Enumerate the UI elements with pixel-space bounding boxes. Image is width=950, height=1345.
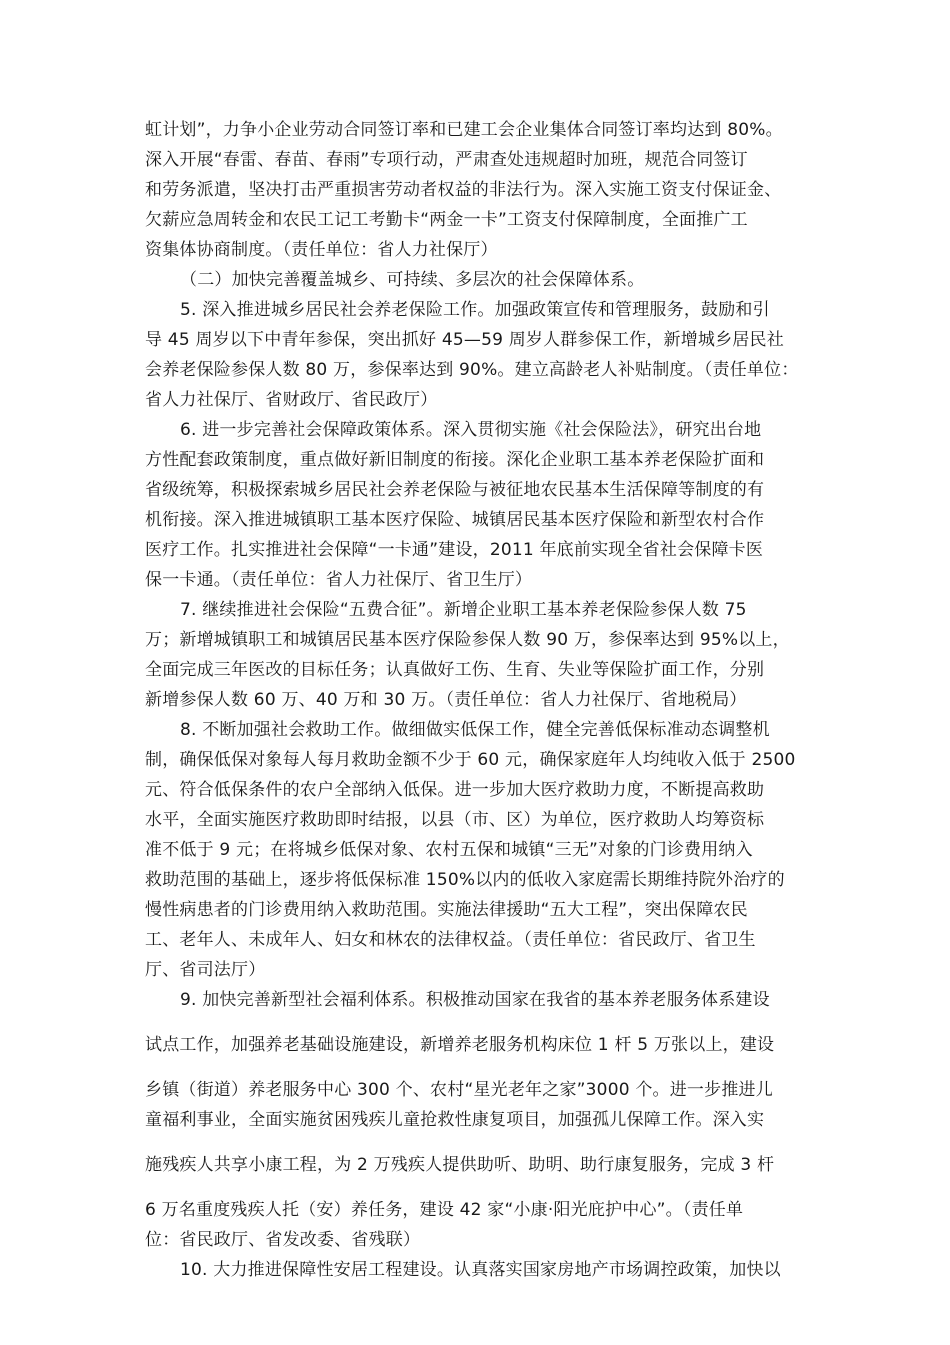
text-line: 省人力社保厅、省财政厅、省民政厅） xyxy=(145,390,438,410)
paragraph-start: 7. 继续推进社会保险“五费合征”。新增企业职工基本养老保险参保人数 75 xyxy=(180,600,747,620)
paragraph-start: 6. 进一步完善社会保障政策体系。深入贯彻实施《社会保险法》，研究出台地 xyxy=(180,420,762,440)
text-line: 试点工作，加强养老基础设施建设，新增养老服务机构床位 1 杆 5 万张以上，建设 xyxy=(145,1035,775,1055)
paragraph-start: 9. 加快完善新型社会福利体系。积极推动国家在我省的基本养老服务体系建设 xyxy=(180,990,770,1010)
text-line: 资集体协商制度。（责任单位：省人力社保厅） xyxy=(145,240,498,260)
text-line: 救助范围的基础上，逐步将低保标准 150%以内的低收入家庭需长期维持院外治疗的 xyxy=(145,870,785,890)
text-line: 慢性病患者的门诊费用纳入救助范围。实施法律援助“五大工程”，突出保障农民 xyxy=(145,900,748,920)
text-line: 准不低于 9 元；在将城乡低保对象、农村五保和城镇“三无”对象的门诊费用纳入 xyxy=(145,840,753,860)
text-line: 虹计划”，力争小企业劳动合同签订率和已建工会企业集体合同签订率均达到 80%。 xyxy=(145,120,783,140)
text-line: 导 45 周岁以下中青年参保，突出抓好 45—59 周岁人群参保工作，新增城乡居民社 xyxy=(145,330,784,350)
text-line: 童福利事业，全面实施贫困残疾儿童抢救性康复项目，加强孤儿保障工作。深入实 xyxy=(145,1110,765,1130)
text-line: 医疗工作。扎实推进社会保障“一卡通”建设，2011 年底前实现全省社会保障卡医 xyxy=(145,540,764,560)
text-line: 会养老保险参保人数 80 万，参保率达到 90%。建立高龄老人补贴制度。（责任单位： xyxy=(145,360,799,380)
text-line: 厅、省司法厅） xyxy=(145,960,266,980)
text-line: 新增参保人数 60 万、40 万和 30 万。（责任单位：省人力社保厅、省地税局） xyxy=(145,690,747,710)
text-line: 和劳务派遣，坚决打击严重损害劳动者权益的非法行为。深入实施工资支付保证金、 xyxy=(145,180,782,200)
paragraph-start: 10. 大力推进保障性安居工程建设。认真落实国家房地产市场调控政策，加快以 xyxy=(180,1260,781,1280)
text-line: 万；新增城镇职工和城镇居民基本医疗保险参保人数 90 万，参保率达到 95%以上， xyxy=(145,630,790,650)
text-line: 制，确保低保对象每人每月救助金额不少于 60 元，确保家庭年人均纯收入低于 2500 xyxy=(145,750,796,770)
text-line: 6 万名重度残疾人托（安）养任务，建设 42 家“小康·阳光庇护中心”。（责任单 xyxy=(145,1200,744,1220)
text-line: 保一卡通。（责任单位：省人力社保厅、省卫生厅） xyxy=(145,570,533,590)
text-line: 位：省民政厅、省发改委、省残联） xyxy=(145,1230,421,1250)
text-line: 乡镇（街道）养老服务中心 300 个、农村“星光老年之家”3000 个。进一步推进儿 xyxy=(145,1080,773,1100)
text-line: 全面完成三年医改的目标任务；认真做好工伤、生育、失业等保险扩面工作，分别 xyxy=(145,660,765,680)
paragraph-start: 5. 深入推进城乡居民社会养老保险工作。加强政策宣传和管理服务，鼓励和引 xyxy=(180,300,770,320)
text-line: 方性配套政策制度，重点做好新旧制度的衔接。深化企业职工基本养老保险扩面和 xyxy=(145,450,765,470)
section-heading: （二）加快完善覆盖城乡、可持续、多层次的社会保障体系。 xyxy=(180,270,645,290)
text-line: 工、老年人、未成年人、妇女和林农的法律权益。（责任单位：省民政厅、省卫生 xyxy=(145,930,756,950)
text-line: 深入开展“春雷、春苗、春雨”专项行动，严肃查处违规超时加班，规范合同签订 xyxy=(145,150,748,170)
text-line: 水平，全面实施医疗救助即时结报，以县（市、区）为单位，医疗救助人均筹资标 xyxy=(145,810,765,830)
paragraph-start: 8. 不断加强社会救助工作。做细做实低保工作，健全完善低保标准动态调整机 xyxy=(180,720,770,740)
text-line: 省级统筹，积极探索城乡居民社会养老保险与被征地农民基本生活保障等制度的有 xyxy=(145,480,765,500)
text-line: 欠薪应急周转金和农民工记工考勤卡“两金一卡”工资支付保障制度，全面推广工 xyxy=(145,210,748,230)
text-line: 施残疾人共享小康工程，为 2 万残疾人提供助听、助明、助行康复服务，完成 3 杆 xyxy=(145,1155,775,1175)
text-line: 机衔接。深入推进城镇职工基本医疗保险、城镇居民基本医疗保险和新型农村合作 xyxy=(145,510,765,530)
text-line: 元、符合低保条件的农户全部纳入低保。进一步加大医疗救助力度，不断提高救助 xyxy=(145,780,765,800)
